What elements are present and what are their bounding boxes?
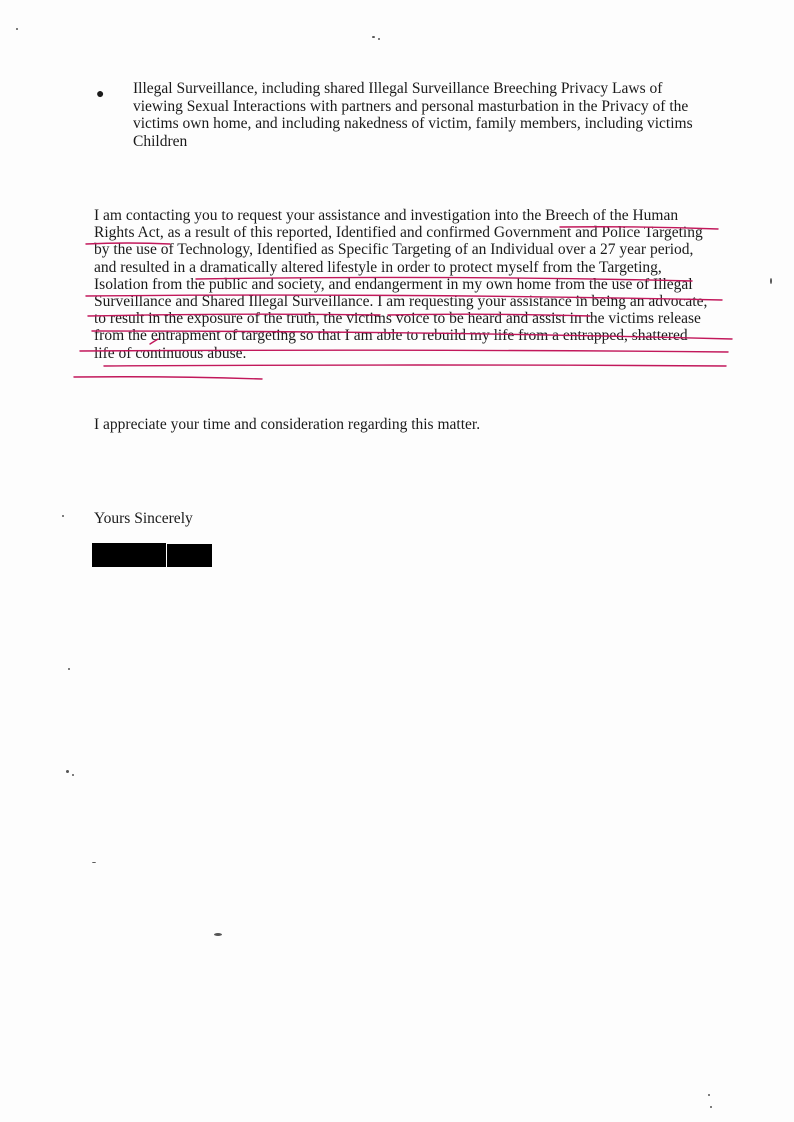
body-line: I am contacting you to request your assistance and investigation into the Breech of the Human [94, 207, 679, 224]
scan-speck [770, 278, 772, 284]
scan-speck [72, 774, 74, 776]
redacted-signature [92, 543, 212, 567]
scan-speck [214, 933, 222, 936]
signoff: Yours Sincerely [94, 510, 193, 527]
bullet-dot-icon: ● [96, 87, 105, 102]
body-line: to result in the exposure of the truth, the victims voice to be heard and assist in the victims release [94, 310, 701, 328]
body-line: Surveillance and Shared Illegal Surveillance. I am requesting your assistance in being an advocate, [94, 293, 708, 311]
scan-speck [710, 1106, 712, 1108]
scan-speck [16, 28, 18, 30]
scan-speck [62, 515, 64, 517]
pen-underline [104, 365, 726, 366]
scan-speck [708, 1094, 710, 1096]
scan-speck [378, 38, 380, 40]
redaction-block [167, 544, 212, 567]
bullet-line: viewing Sexual Interactions with partners and personal masturbation in the Privacy of the [133, 97, 689, 115]
bullet-text [133, 80, 733, 150]
body-line: Rights Act, as a result of this reported, Identified and confirmed Government and Police Targeting [94, 224, 703, 242]
bullet-line: Children [133, 132, 188, 150]
scan-speck [68, 668, 70, 670]
body-line: Isolation from the public and society, and endangerment in my own home from the use of Illegal [94, 275, 693, 293]
body-line: life of continuous abuse. [94, 344, 247, 362]
redaction-block [92, 543, 166, 567]
pen-underline [74, 377, 262, 379]
closing-sentence: I appreciate your time and consideration regarding this matter. [94, 416, 481, 433]
body-line: by the use of Technology, Identified as Specific Targeting of an Individual over a 27 year period, [94, 241, 694, 259]
scan-speck [372, 36, 375, 38]
body-line: and resulted in a dramatically altered lifestyle in order to protect myself from the Targeting, [94, 258, 662, 276]
scan-speck [92, 862, 96, 863]
scan-speck [66, 770, 69, 773]
bullet-line: victims own home, and including nakedness of victim, family members, including victims [133, 115, 693, 132]
body-line: from the entrapment of targeting so that I am able to rebuild my life from a entrapped, shattered [94, 327, 688, 345]
bullet-line: Illegal Surveillance, including shared Illegal Surveillance Breeching Privacy Laws of [133, 80, 663, 97]
body-paragraph [94, 207, 744, 362]
